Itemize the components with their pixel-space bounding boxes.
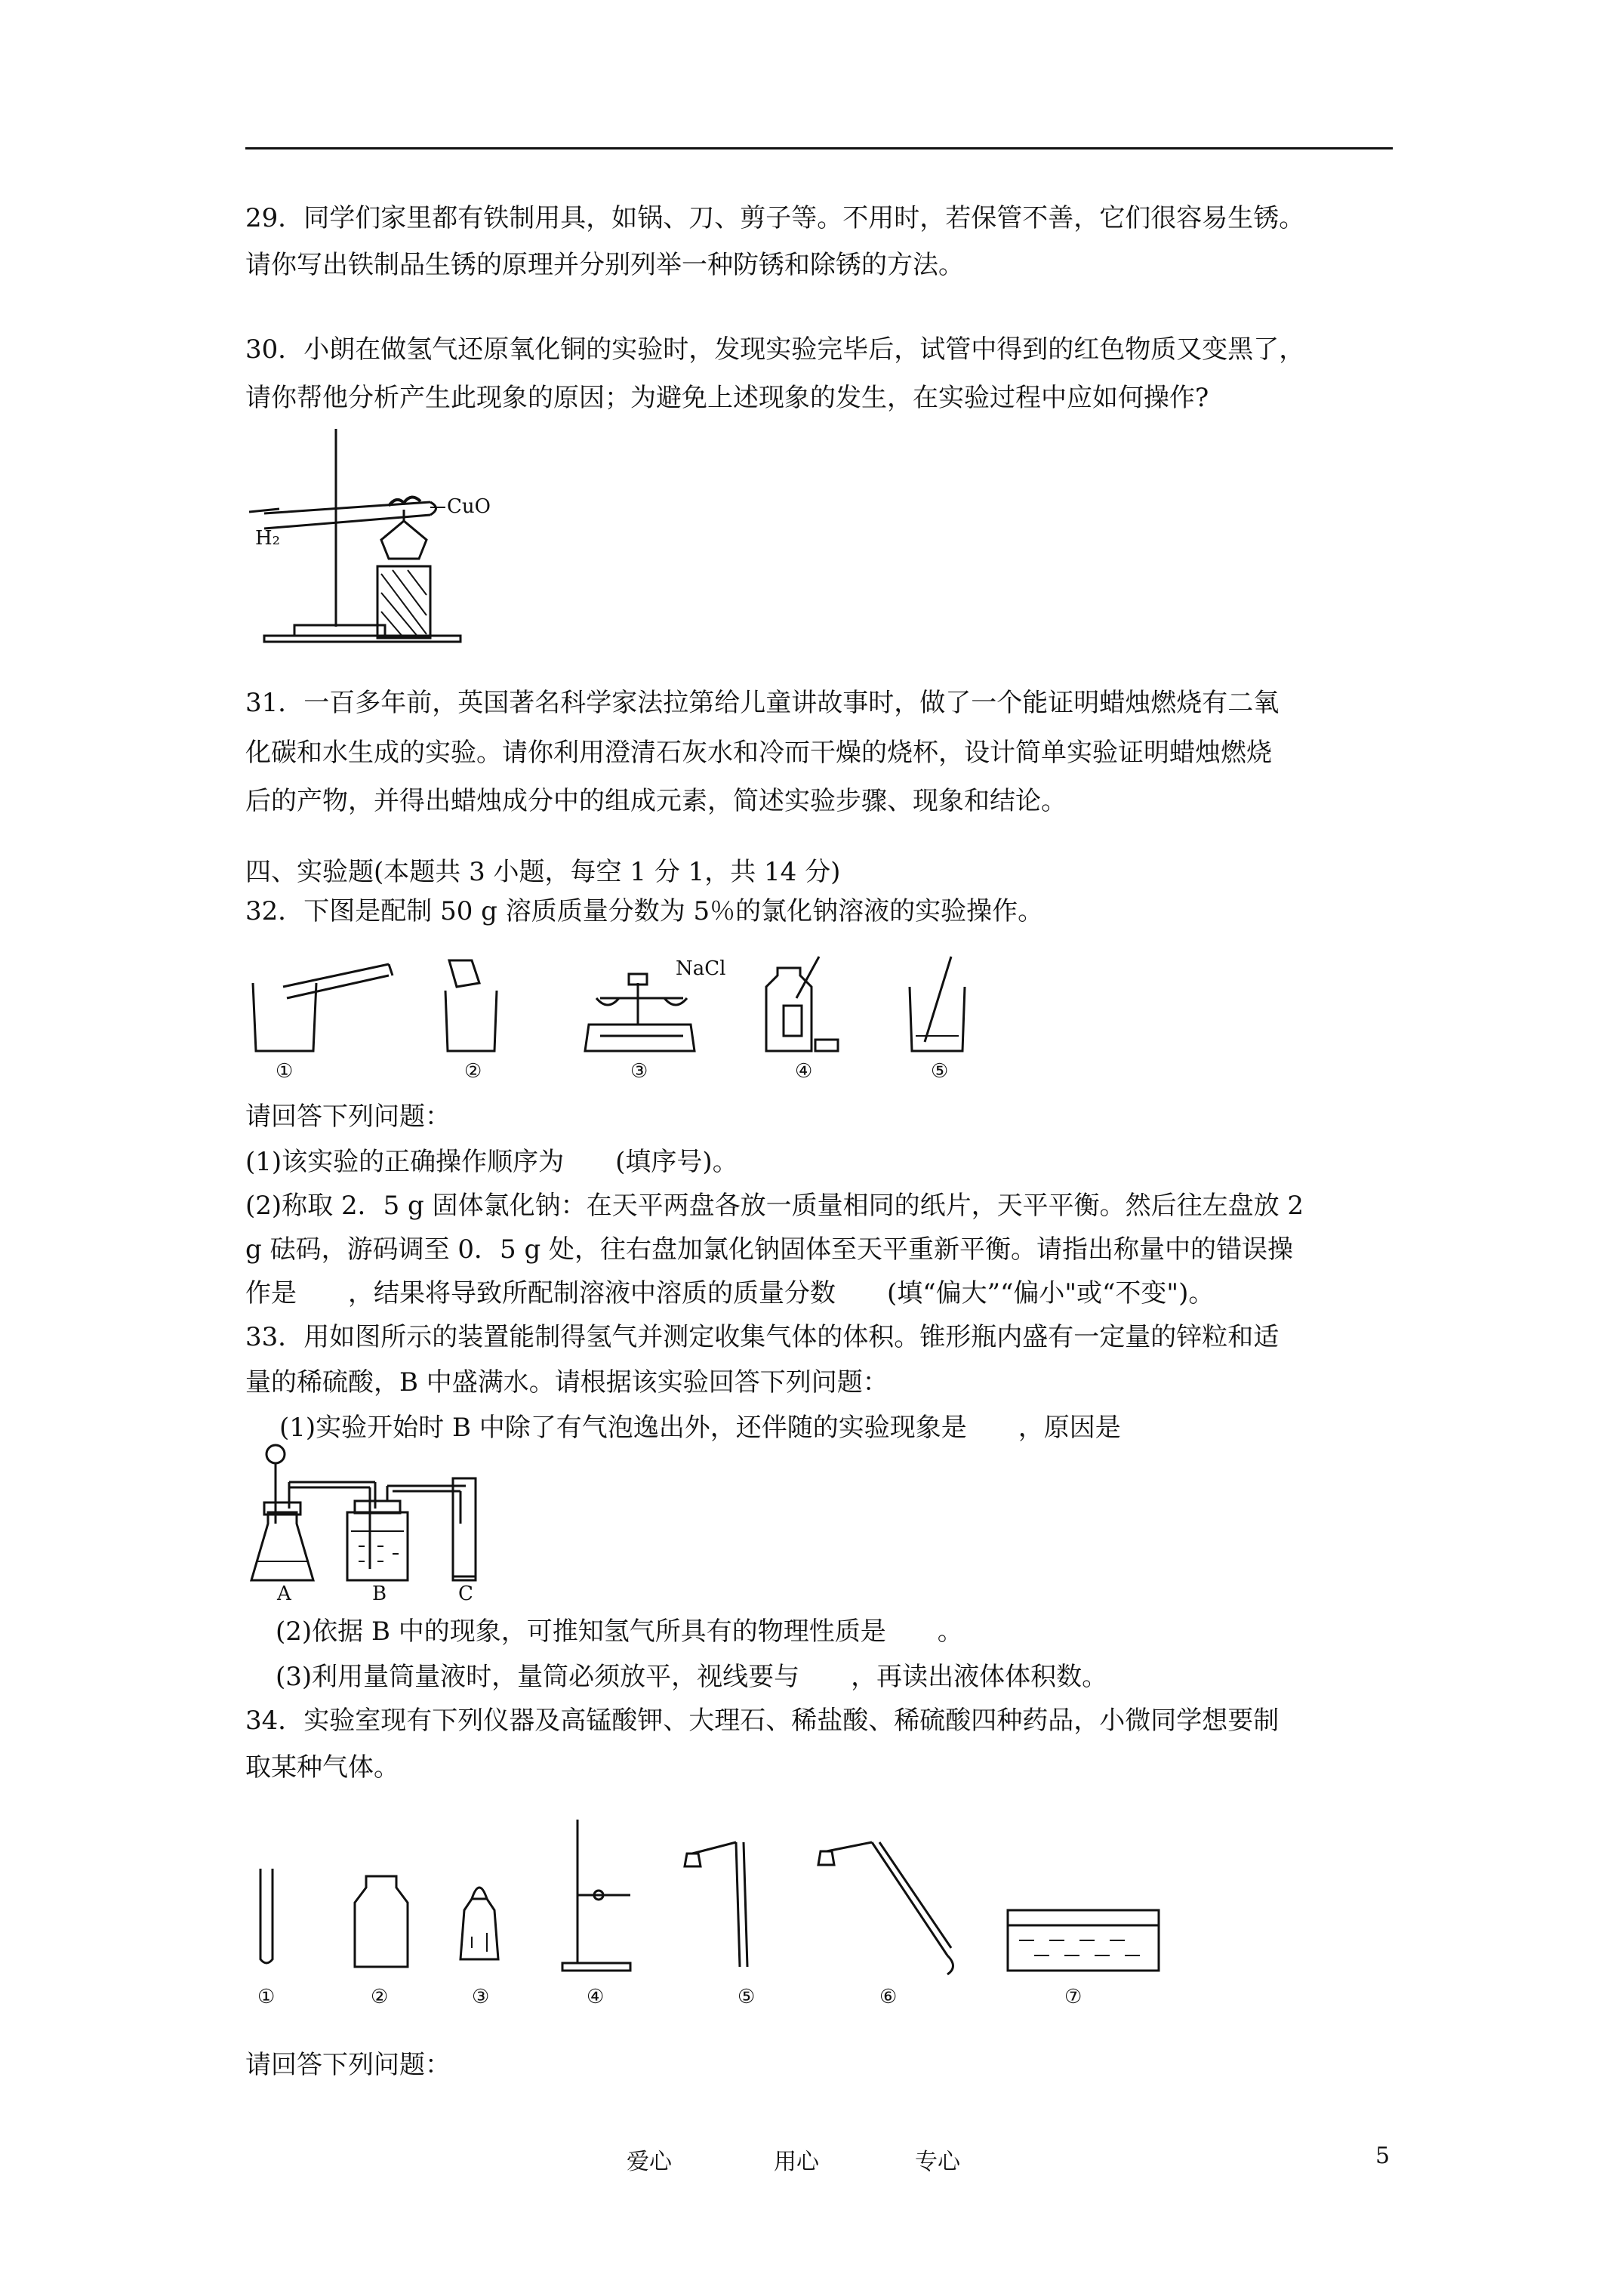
nacl-label: NaCl [676, 957, 726, 980]
q34-stem-line2: 取某种气体。 [245, 1752, 399, 1783]
q31-line3: 后的产物，并得出蜡烛成分中的组成元素，简述实验步骤、现象和结论。 [245, 786, 1067, 816]
q32-prompt: 请回答下列问题： [245, 1102, 451, 1132]
hydrogen-collection-apparatus-figure [245, 1441, 502, 1607]
hydrogen-reduction-apparatus-figure [249, 423, 491, 649]
q30-line2: 请你帮他分析产生此现象的原因；为避免上述现象的发生，在实验过程中应如何操作? [245, 383, 1209, 413]
q34-label-7: ⑦ [1064, 1986, 1083, 2008]
header-rule [245, 147, 1393, 149]
q34-prompt: 请回答下列问题： [245, 2050, 451, 2080]
lab-instruments-figure [245, 1812, 1196, 2039]
footer-left: 爱心 [627, 2149, 672, 2175]
q33-stem-line1: 33．用如图所示的装置能制得氢气并测定收集气体的体积。锥形瓶内盛有一定量的锌粒和适 [245, 1322, 1280, 1352]
q34-label-1: ① [257, 1986, 276, 2008]
salt-solution-steps-figure [245, 953, 1015, 1089]
q34-label-5: ⑤ [738, 1986, 756, 2008]
q32-label-1: ① [276, 1060, 294, 1083]
q34-label-2: ② [371, 1986, 389, 2008]
q31-line1: 31．一百多年前，英国著名科学家法拉第给儿童讲故事时，做了一个能证明蜡烛燃烧有二氧 [245, 688, 1280, 718]
q32-stem: 32．下图是配制 50 g 溶质质量分数为 5％的氯化钠溶液的实验操作。 [245, 896, 1044, 926]
q29-line2: 请你写出铁制品生锈的原理并分别列举一种防锈和除锈的方法。 [245, 250, 964, 280]
q32-p1: (1)该实验的正确操作顺序为 (填序号)。 [245, 1147, 738, 1177]
footer-middle: 用心 [774, 2149, 819, 2175]
q33-label-a: A [277, 1583, 291, 1605]
h2-label: H₂ [255, 527, 281, 550]
q33-p3: (3)利用量筒量液时，量筒必须放平，视线要与 ，再读出液体体积数。 [276, 1662, 1108, 1692]
q33-p2: (2)依据 B 中的现象，可推知氢气所具有的物理性质是 。 [276, 1616, 963, 1647]
q32-label-5: ⑤ [931, 1060, 949, 1083]
q31-line2: 化碳和水生成的实验。请你利用澄清石灰水和冷而干燥的烧杯，设计简单实验证明蜡烛燃烧 [245, 738, 1272, 768]
q32-label-3: ③ [630, 1060, 648, 1083]
cuo-label: CuO [447, 495, 491, 518]
footer-right: 专心 [915, 2149, 960, 2175]
q32-p2-line3: 作是 ，结果将导致所配制溶液中溶质的质量分数 (填“偏大”“偏小"或“不变")。 [245, 1278, 1215, 1308]
section4-title: 四、实验题(本题共 3 小题，每空 1 分 1，共 14 分) [245, 857, 841, 887]
q29-line1: 29．同学们家里都有铁制用具，如锅、刀、剪子等。不用时，若保管不善，它们很容易生锈。 [245, 203, 1305, 233]
q34-stem-line1: 34．实验室现有下列仪器及高锰酸钾、大理石、稀盐酸、稀硫酸四种药品，小微同学想要制 [245, 1706, 1280, 1736]
q32-p2-line2: g 砝码，游码调至 0．5 g 处，往右盘加氯化钠固体至天平重新平衡。请指出称量中的错误操 [245, 1234, 1294, 1265]
q33-label-c: C [458, 1583, 473, 1605]
q34-label-6: ⑥ [879, 1986, 898, 2008]
q33-stem-line2: 量的稀硫酸，B 中盛满水。请根据该实验回答下列问题： [245, 1367, 888, 1398]
q30-line1: 30．小朗在做氢气还原氧化铜的实验时，发现实验完毕后，试管中得到的红色物质又变黑了， [245, 334, 1305, 365]
q32-label-2: ② [464, 1060, 482, 1083]
q32-label-4: ④ [795, 1060, 813, 1083]
q33-label-b: B [372, 1583, 387, 1605]
q34-label-4: ④ [587, 1986, 605, 2008]
q34-label-3: ③ [472, 1986, 490, 2008]
page-number: 5 [1375, 2143, 1390, 2169]
q33-p1: (1)实验开始时 B 中除了有气泡逸出外，还伴随的实验现象是 ，原因是 [279, 1413, 1121, 1443]
q32-p2-line1: (2)称取 2．5 g 固体氯化钠：在天平两盘各放一质量相同的纸片，天平平衡。然后往左盘放 2 [245, 1191, 1304, 1221]
